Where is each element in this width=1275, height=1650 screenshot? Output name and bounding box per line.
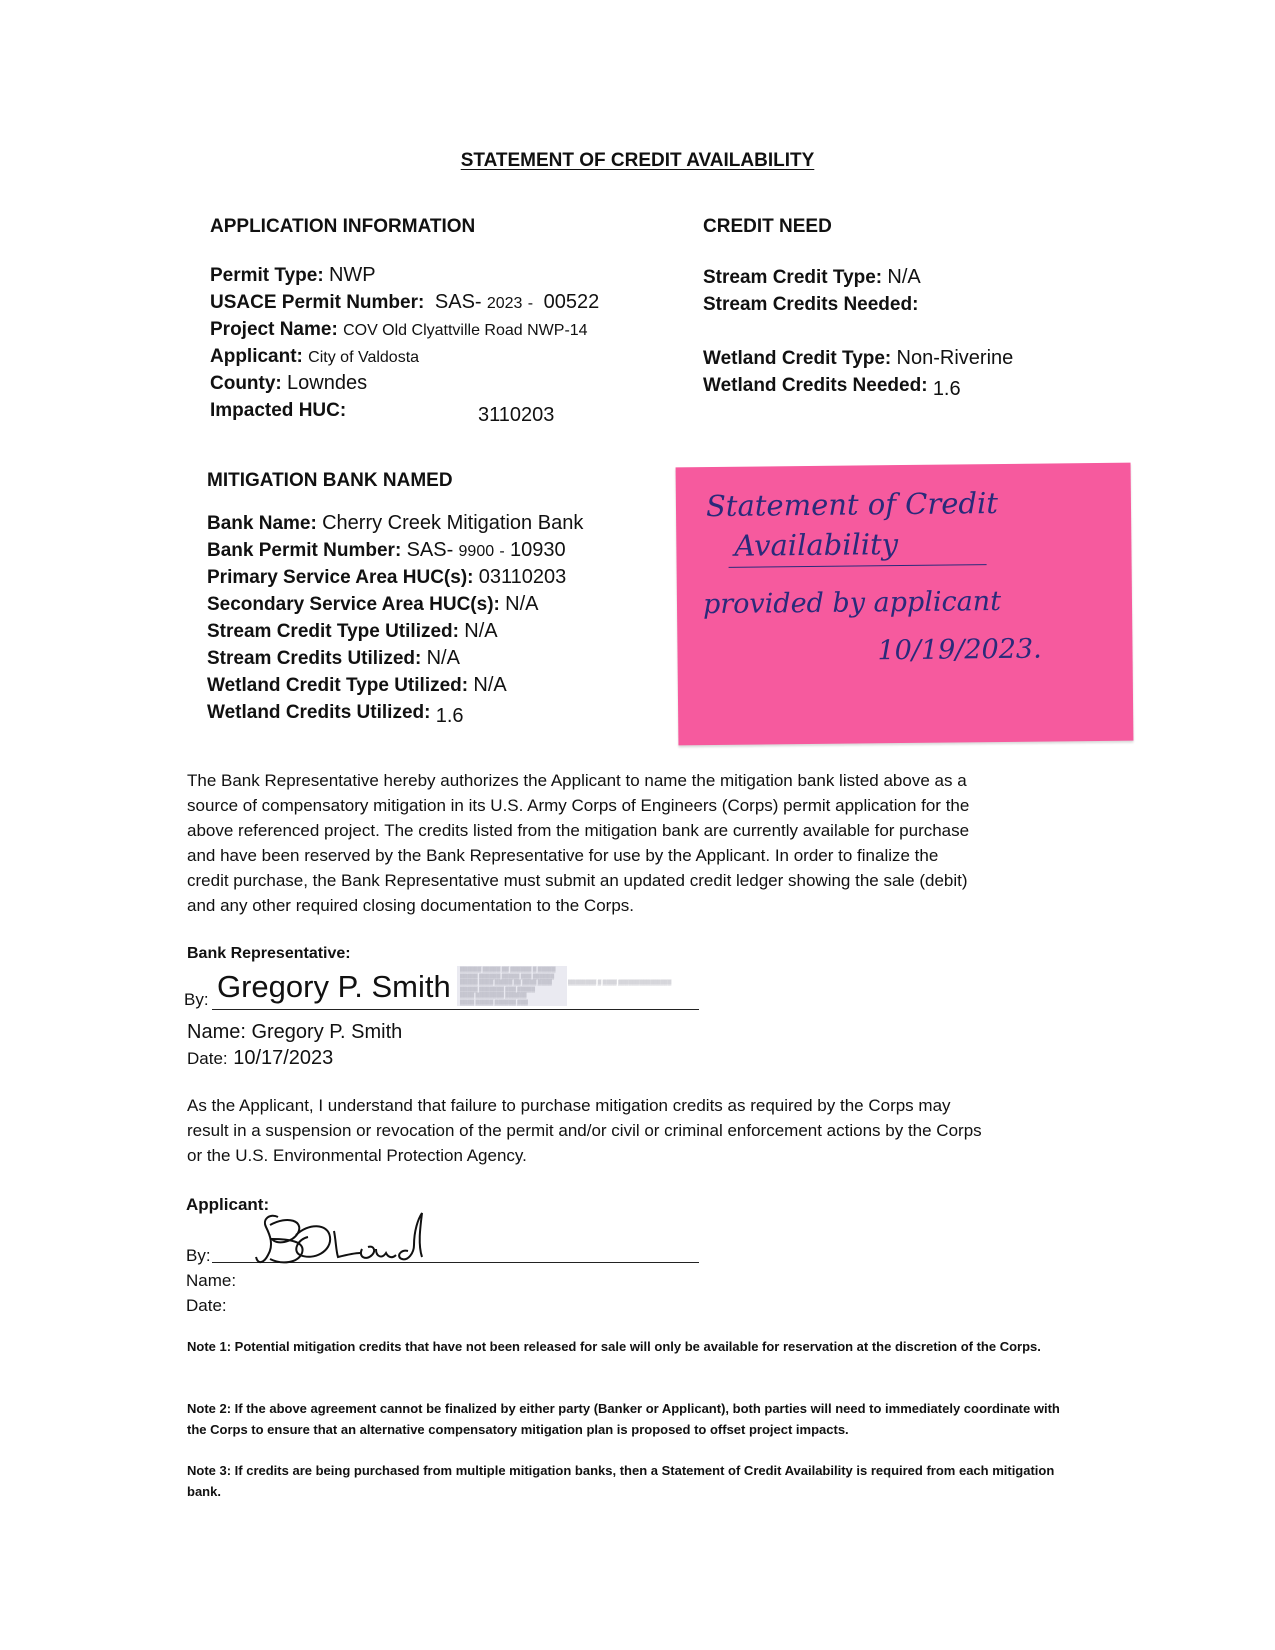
authorization-line: and have been reserved by the Bank Representative for use by the Applicant. In order to finalize the [187, 846, 939, 865]
bank-permit-number-label: Bank Permit Number: [207, 540, 402, 561]
impacted-huc-label: Impacted HUC: [210, 400, 347, 421]
authorization-line: The Bank Representative hereby authorizes the Applicant to name the mitigation bank listed above as a [187, 771, 967, 790]
applicant-paragraph [187, 1093, 1067, 1168]
credit-need-heading: CREDIT NEED [703, 216, 832, 237]
stream-credit-type-value: N/A [887, 266, 921, 288]
bank-permit-mid: 9900 [458, 543, 495, 560]
bank-permit-number-value: 10930 [510, 539, 566, 561]
impacted-huc-field [210, 397, 346, 424]
note-2: Note 2: If the above agreement cannot be finalized by either party (Banker or Applicant), both parties will need to immediately coordinate with the Corps to ensure that an alternative compensatory mitigation plan is proposed to offset project impacts. [187, 1401, 1060, 1437]
sticky-note-line-2: Availability [734, 527, 899, 563]
mitigation-bank-heading: MITIGATION BANK NAMED [207, 470, 453, 491]
applicant-field [210, 343, 419, 371]
wetland-type-utilized-value: N/A [473, 674, 507, 696]
applicant-paragraph-line: As the Applicant, I understand that failure to purchase mitigation credits as required by the Corps may [187, 1096, 951, 1115]
sticky-note-line-4: 10/19/2023. [877, 633, 1042, 667]
digital-signature-text: ▒▒▒▒▒▒ ▒▒▒▒▒ ▒▒ ▒▒▒▒▒▒ ▒ ▒▒▒▒▒ ▒▒▒▒▒ ▒▒▒▒▒▒ ▒▒▒▒▒ ▒▒▒ ▒▒▒▒▒▒ ▒▒▒▒▒ ▒▒▒▒ ▒▒▒▒▒ ▒▒ ▒▒▒▒ ▒▒▒▒ ▒▒▒▒▒ ▒▒▒▒▒▒▒ ▒▒▒ ▒▒▒▒▒ ▒▒▒▒ ▒▒▒▒▒▒▒▒ ▒▒▒▒▒▒ ▒▒▒▒ ▒▒▒▒▒ ▒▒▒▒▒▒ ▒▒▒ [460, 967, 556, 1006]
permit-type-value: NWP [328, 264, 376, 286]
usace-permit-number-value: 00522 [543, 291, 600, 313]
bank-representative-heading: Bank Representative: [187, 945, 351, 962]
stream-credits-utilized-value: N/A [426, 647, 460, 669]
project-name-value: COV Old Clyattville Road NWP-14 [343, 322, 588, 339]
bank-name-value: Cherry Creek Mitigation Bank [322, 512, 584, 534]
project-name-label: Project Name: [210, 319, 338, 340]
applicant-date-label: Date: [186, 1296, 227, 1315]
wetland-credits-needed-label: Wetland Credits Needed: [703, 375, 928, 396]
applicant-paragraph-line: result in a suspension or revocation of the permit and/or civil or criminal enforcement actions by the Corps [187, 1121, 982, 1140]
applicant-paragraph-line: or the U.S. Environmental Protection Agency. [187, 1146, 527, 1165]
wetland-type-utilized-label: Wetland Credit Type Utilized: [207, 675, 469, 696]
authorization-line: credit purchase, the Bank Representative must submit an updated credit ledger showing the sale (debit) [187, 871, 968, 890]
wetland-credits-needed-value: 1.6 [932, 378, 961, 400]
stream-type-utilized-value: N/A [464, 620, 498, 642]
permit-type-field [210, 262, 376, 289]
authorization-line: and any other required closing documentation to the Corps. [187, 896, 634, 915]
usace-permit-prefix: SAS- [434, 291, 482, 313]
bank-rep-signature-line [212, 1009, 699, 1010]
primary-huc-field [207, 564, 566, 591]
authorization-paragraph [187, 768, 1067, 918]
county-field [210, 370, 367, 397]
applicant-value: City of Valdosta [308, 349, 420, 366]
secondary-huc-label: Secondary Service Area HUC(s): [207, 594, 500, 615]
application-information-heading: APPLICATION INFORMATION [210, 216, 476, 237]
bank-name-label: Bank Name: [207, 513, 317, 534]
wetland-credit-type-field [703, 345, 1013, 372]
usace-permit-year: 2023 [486, 295, 523, 312]
usace-permit-number-label: USACE Permit Number: [210, 292, 425, 313]
primary-huc-label: Primary Service Area HUC(s): [207, 567, 474, 588]
wetland-credits-utilized-label: Wetland Credits Utilized: [207, 702, 431, 723]
usace-permit-dash: - [527, 295, 534, 312]
stream-credits-needed-label: Stream Credits Needed: [703, 294, 919, 315]
stream-credit-type-field [703, 264, 921, 291]
bank-rep-date-value: 10/17/2023 [233, 1047, 334, 1069]
impacted-huc-value-wrap [478, 402, 554, 429]
stream-type-utilized-label: Stream Credit Type Utilized: [207, 621, 459, 642]
bank-rep-date-field [187, 1047, 333, 1070]
wetland-type-utilized-field [207, 672, 507, 699]
wetland-credit-type-value: Non-Riverine [896, 347, 1014, 369]
wetland-credits-utilized-field [207, 699, 464, 726]
note-1: Note 1: Potential mitigation credits that have not been released for sale will only be available for reservation at the discretion of the Corps. [187, 1339, 1041, 1354]
authorization-line: above referenced project. The credits listed from the mitigation bank are currently available for purchase [187, 821, 970, 840]
applicant-heading: Applicant: [186, 1195, 270, 1214]
bank-rep-name-value: Gregory P. Smith [251, 1021, 403, 1043]
wetland-credits-utilized-value: 1.6 [435, 705, 464, 727]
wetland-credit-type-label: Wetland Credit Type: [703, 348, 892, 369]
document-title: STATEMENT OF CREDIT AVAILABILITY [460, 150, 815, 171]
bank-name-field [207, 510, 583, 537]
authorization-line: source of compensatory mitigation in its U.S. Army Corps of Engineers (Corps) permit application for the [187, 796, 970, 815]
stream-credits-utilized-field [207, 645, 460, 672]
permit-type-label: Permit Type: [210, 265, 324, 286]
sticky-note-line-3: provided by applicant [702, 585, 1002, 621]
county-label: County: [210, 373, 282, 394]
sticky-note-line-1: Statement of Credit [705, 486, 999, 524]
note-3: Note 3: If credits are being purchased from multiple mitigation banks, then a Statement of Credit Availability is required from each mitigation bank. [187, 1463, 1055, 1499]
applicant-label: Applicant: [210, 346, 303, 367]
sticky-note [676, 463, 1134, 746]
bank-rep-signature: Gregory P. Smith [217, 969, 451, 1004]
secondary-huc-field [207, 591, 538, 618]
bank-rep-date-label: Date: [187, 1049, 228, 1068]
applicant-by-label: By: [186, 1246, 211, 1265]
primary-huc-value: 03110203 [478, 566, 567, 588]
stream-type-utilized-field [207, 618, 498, 645]
stream-credits-utilized-label: Stream Credits Utilized: [207, 648, 422, 669]
wetland-credits-needed-field [703, 372, 961, 399]
applicant-signature [248, 1205, 438, 1275]
bank-rep-by-label: By: [184, 990, 209, 1009]
bank-rep-name-field [187, 1021, 402, 1044]
county-value: Lowndes [287, 372, 368, 394]
bank-permit-prefix: SAS- [406, 539, 454, 561]
sticky-note-underline [729, 564, 987, 568]
stream-credits-needed-field [703, 291, 918, 318]
bank-rep-name-label: Name: [187, 1021, 246, 1043]
usace-permit-number-field [210, 289, 599, 317]
bank-permit-number-field [207, 537, 566, 565]
impacted-huc-value: 3110203 [478, 404, 555, 426]
stream-credit-type-label: Stream Credit Type: [703, 267, 883, 288]
secondary-huc-value: N/A [505, 593, 539, 615]
applicant-name-label: Name: [186, 1271, 237, 1290]
digital-signature-email: ▒▒▒▒▒▒▒▒ ▒ ▒▒▒▒ ▒▒▒▒▒▒▒▒▒▒▒▒▒▒▒ [568, 980, 672, 986]
project-name-field [210, 316, 588, 344]
bank-permit-dash: - [499, 543, 505, 560]
